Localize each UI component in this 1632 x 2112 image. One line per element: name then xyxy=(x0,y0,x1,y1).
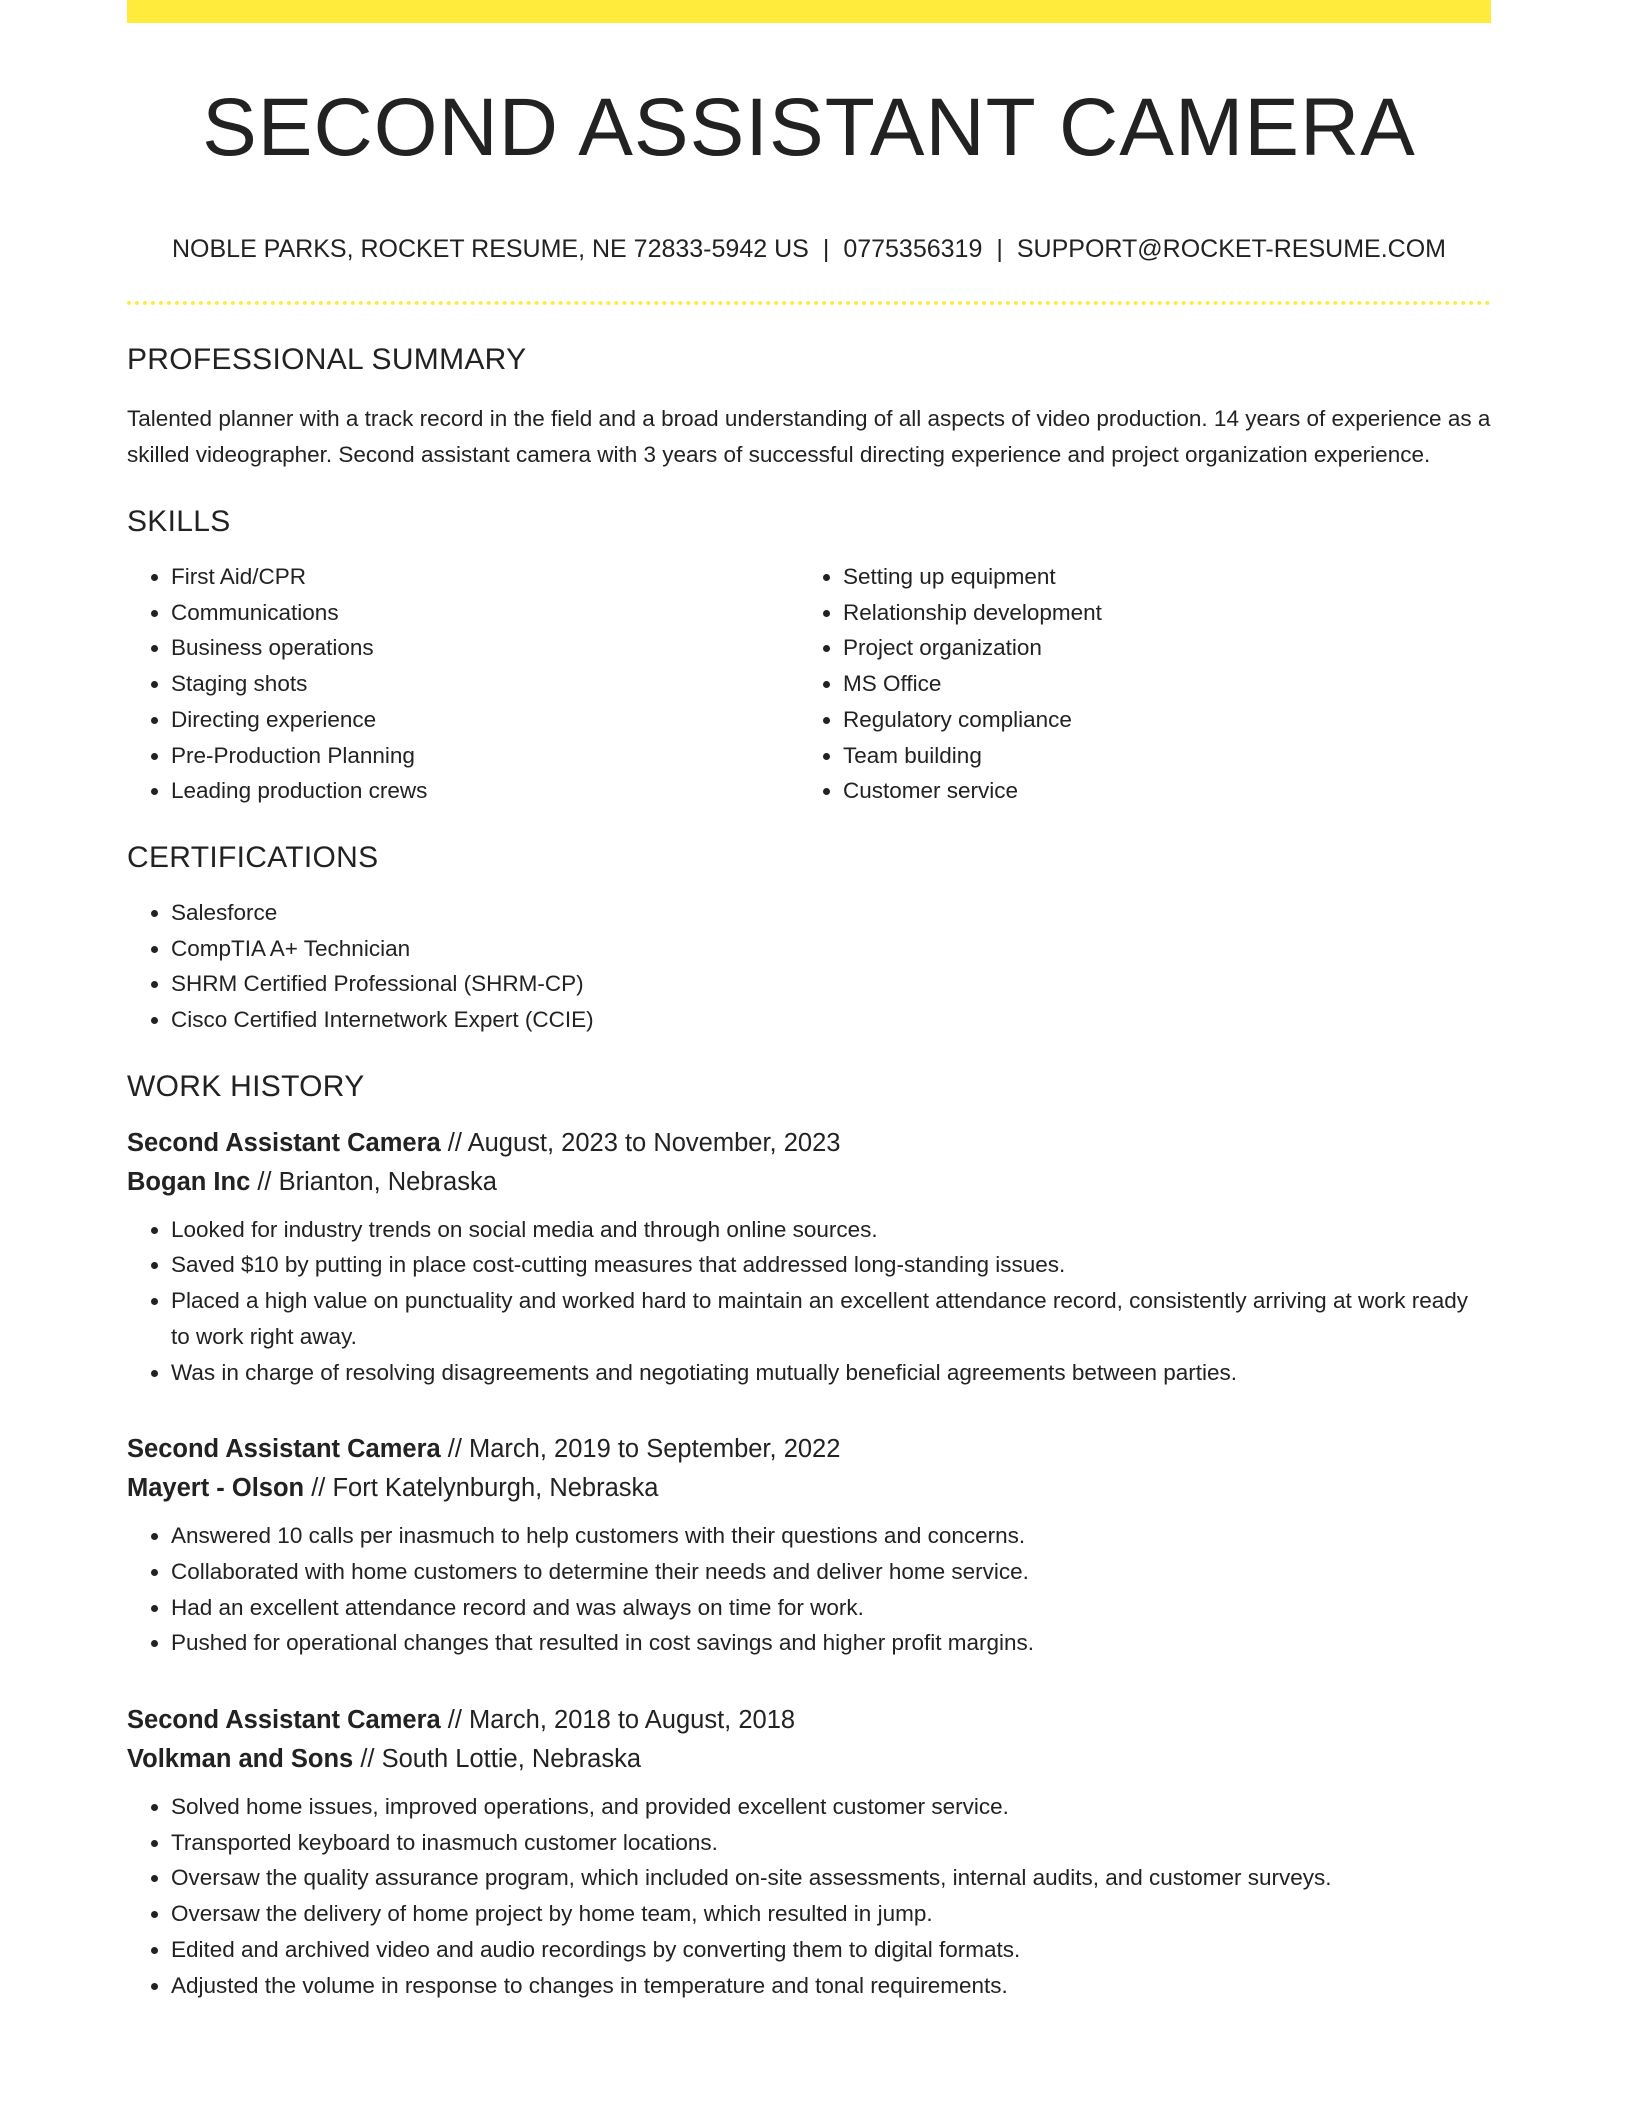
skills-grid xyxy=(127,559,1491,809)
certification-item: • Cisco Certified Internetwork Expert (CCIE) xyxy=(171,1002,1491,1038)
accent-top-bar xyxy=(127,0,1491,23)
dotted-divider xyxy=(127,301,1491,305)
skill-item: • Communications xyxy=(171,595,799,631)
job-bullet: • Was in charge of resolving disagreements and negotiating mutually beneficial agreements between parties. xyxy=(171,1355,1491,1391)
job-role: Second Assistant Camera xyxy=(127,1128,441,1157)
job-bullet: • Adjusted the volume in response to changes in temperature and tonal requirements. xyxy=(171,1968,1491,2004)
contact-separator: | xyxy=(996,235,1003,263)
skill-item: • MS Office xyxy=(843,666,1471,702)
skill-item: • Business operations xyxy=(171,630,799,666)
section-title-skills: SKILLS xyxy=(127,505,231,538)
job-role: Second Assistant Camera xyxy=(127,1435,441,1464)
skill-item: • Relationship development xyxy=(843,595,1471,631)
resume-page xyxy=(127,0,1491,2003)
job-dates: // March, 2018 to August, 2018 xyxy=(440,1706,796,1735)
job-company-line xyxy=(127,1740,1491,1779)
section-title-certifications: CERTIFICATIONS xyxy=(127,840,379,874)
job-bullet: • Oversaw the quality assurance program, which included on-site assessments, internal audits, and customer surveys. xyxy=(171,1860,1491,1896)
job-bullets xyxy=(127,1789,1491,2003)
section-title-summary: PROFESSIONAL SUMMARY xyxy=(127,343,527,376)
skill-item: • Staging shots xyxy=(171,666,799,702)
job-bullet: • Transported keyboard to inasmuch customer locations. xyxy=(171,1825,1491,1861)
job-bullet: • Pushed for operational changes that resulted in cost savings and higher profit margins. xyxy=(171,1625,1491,1661)
job-role: Second Assistant Camera xyxy=(127,1706,441,1735)
job-location: // Brianton, Nebraska xyxy=(250,1167,497,1196)
job-bullet: • Had an excellent attendance record and was always on time for work. xyxy=(171,1590,1491,1626)
job-bullet: • Oversaw the delivery of home project by home team, which resulted in jump. xyxy=(171,1896,1491,1932)
contact-line xyxy=(127,235,1491,264)
job-role-line xyxy=(127,1124,1491,1163)
job-bullet: • Collaborated with home customers to determine their needs and deliver home service. xyxy=(171,1554,1491,1590)
job-company: Bogan Inc xyxy=(127,1167,251,1196)
job-bullet: • Looked for industry trends on social media and through online sources. xyxy=(171,1212,1491,1248)
job-company-line xyxy=(127,1469,1491,1508)
job-entry xyxy=(127,1430,1491,1661)
contact-email[interactable]: SUPPORT@ROCKET-RESUME.COM xyxy=(1016,235,1446,263)
skill-item: • Directing experience xyxy=(171,702,799,738)
job-role-line xyxy=(127,1430,1491,1469)
contact-phone: 0775356319 xyxy=(843,235,983,263)
job-entry xyxy=(127,1124,1491,1391)
job-bullet: • Saved $10 by putting in place cost-cutting measures that addressed long-standing issues. xyxy=(171,1247,1491,1283)
job-bullet: • Solved home issues, improved operations, and provided excellent customer service. xyxy=(171,1789,1491,1825)
job-entry xyxy=(127,1701,1491,2003)
job-bullet: • Answered 10 calls per inasmuch to help customers with their questions and concerns. xyxy=(171,1518,1491,1554)
job-location: // Fort Katelynburgh, Nebraska xyxy=(304,1474,659,1503)
skill-item: • Pre-Production Planning xyxy=(171,738,799,774)
skill-item: • Setting up equipment xyxy=(843,559,1471,595)
skill-item: • Team building xyxy=(843,738,1471,774)
certification-item: • SHRM Certified Professional (SHRM-CP) xyxy=(171,966,1491,1002)
resume-title: SECOND ASSISTANT CAMERA xyxy=(202,82,1416,173)
job-dates: // August, 2023 to November, 2023 xyxy=(440,1128,841,1157)
job-company: Mayert - Olson xyxy=(127,1474,305,1503)
job-role-line xyxy=(127,1701,1491,1740)
job-location: // South Lottie, Nebraska xyxy=(353,1745,641,1774)
job-bullet: • Placed a high value on punctuality and worked hard to maintain an excellent attendance record, consistently arriving at work ready to work right away. xyxy=(171,1283,1491,1354)
summary-text: Talented planner with a track record in the field and a broad understanding of all aspects of video production. 14 years of experience as a skilled videographer. Second assistant camera with 3 years of successful directing experience and project organization experience. xyxy=(127,406,1491,467)
skill-item: • Leading production crews xyxy=(171,773,799,809)
certifications-list xyxy=(127,895,1491,1038)
skill-item: • First Aid/CPR xyxy=(171,559,799,595)
job-company-line xyxy=(127,1163,1491,1202)
skills-list-left xyxy=(127,559,799,809)
skills-list-right xyxy=(799,559,1471,809)
job-bullets xyxy=(127,1518,1491,1661)
job-dates: // March, 2019 to September, 2022 xyxy=(440,1435,841,1464)
section-title-work-history: WORK HISTORY xyxy=(127,1069,365,1103)
contact-separator: | xyxy=(822,235,830,263)
certification-item: • CompTIA A+ Technician xyxy=(171,931,1491,967)
skill-item: • Customer service xyxy=(843,773,1471,809)
contact-address: NOBLE PARKS, ROCKET RESUME, NE 72833-5942 US xyxy=(171,235,809,263)
job-bullet: • Edited and archived video and audio recordings by converting them to digital formats. xyxy=(171,1932,1491,1968)
certification-item: • Salesforce xyxy=(171,895,1491,931)
job-company: Volkman and Sons xyxy=(127,1745,354,1774)
skill-item: • Project organization xyxy=(843,630,1471,666)
skill-item: • Regulatory compliance xyxy=(843,702,1471,738)
job-bullets xyxy=(127,1212,1491,1391)
